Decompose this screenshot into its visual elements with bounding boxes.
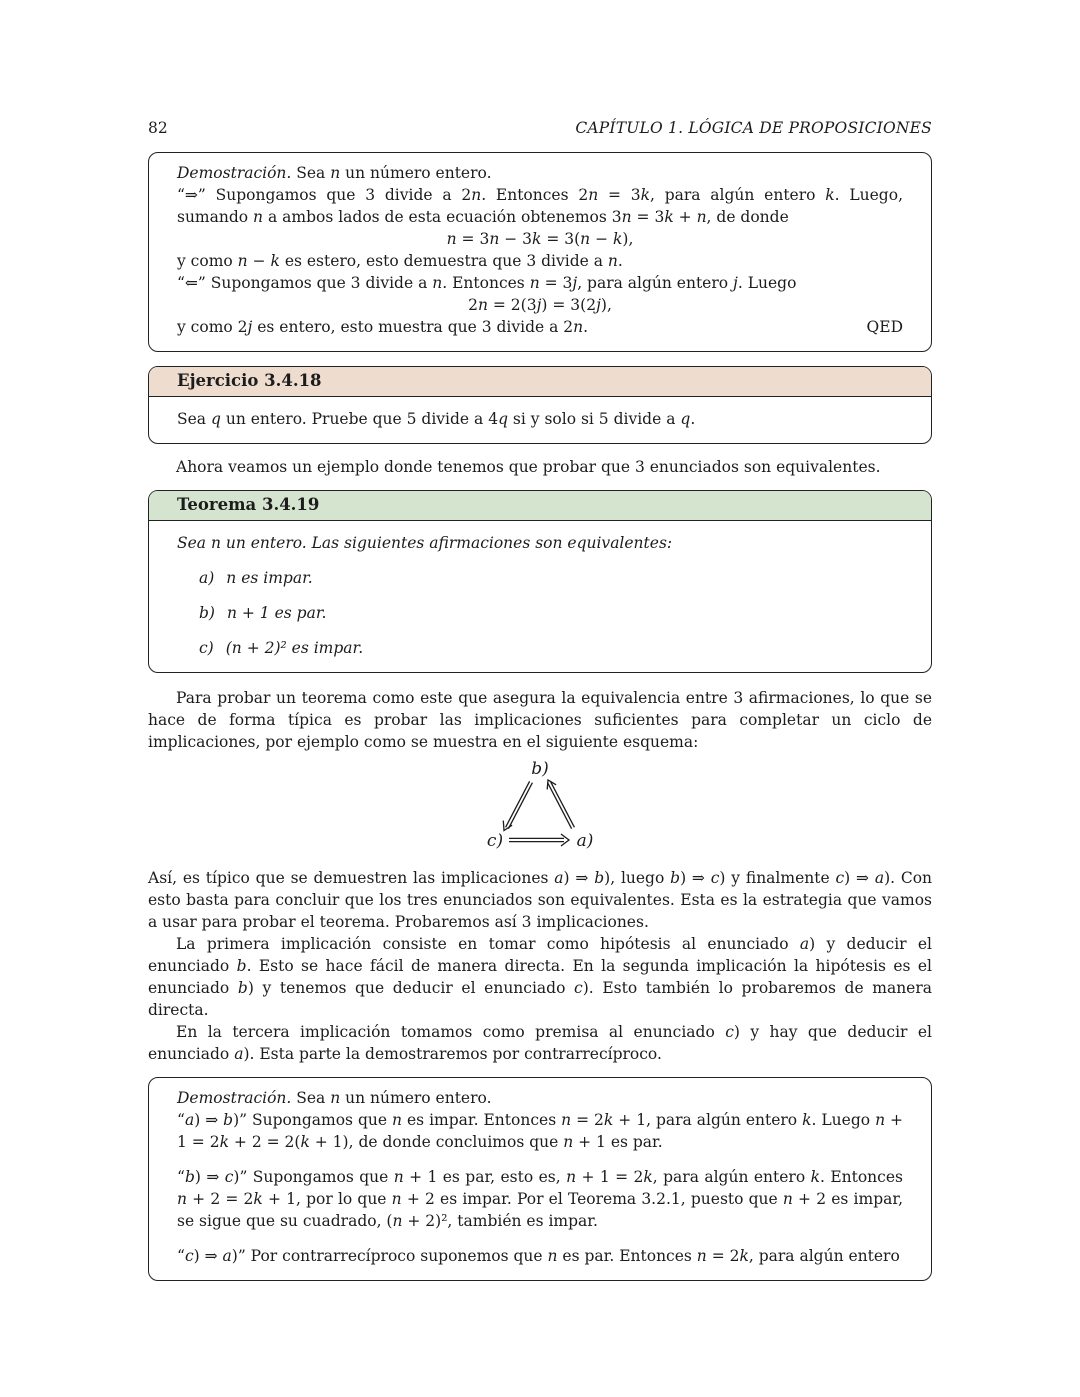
proof-line: “c) ⇒ a)” Por contrarrecíproco suponemos que n es par. Entonces n = 2k, para algún entero	[177, 1247, 900, 1265]
diagram-label-b: b)	[531, 759, 549, 779]
theorem-item-b	[177, 602, 903, 624]
item-text: n es impar.	[226, 569, 313, 587]
item-text: (n + 2)² es impar.	[225, 639, 364, 657]
theorem-title: Teorema 3.4.19	[149, 491, 931, 521]
item-text: n + 1 es par.	[226, 604, 327, 622]
proof-line: y como 2j es entero, esto muestra que 3 divide a 2n.	[177, 318, 589, 336]
proof-box-bottom	[148, 1077, 932, 1281]
implication-cycle-diagram	[148, 758, 932, 860]
proof-conclusion-row	[177, 316, 903, 338]
item-label: b)	[199, 604, 215, 622]
proof-line: y como n − k es estero, esto demuestra que 3 divide a n.	[177, 252, 623, 270]
page-header	[148, 117, 932, 139]
proof-line: “b) ⇒ c)” Supongamos que n + 1 es par, esto es, n + 1 = 2k, para algún entero k. Entonces n + 2 = 2k + 1, por lo que n + 2 es impar. Por el Teorema 3.2.1, puesto que n + 2 es impar, se sigue que su cuadrado, (n + 2)², también es impar.	[177, 1168, 904, 1230]
diagram-label-a: a)	[576, 831, 594, 851]
proof-line: “⇒” Supongamos que 3 divide a 2n. Entonces 2n = 3k, para algún entero k. Luego, sumando n a ambos lados de esta ecuación obtenemos 3n = 3k + n, de donde	[177, 186, 903, 226]
paragraph-intro: Ahora veamos un ejemplo donde tenemos que probar que 3 enunciados son equivalentes.	[176, 458, 881, 476]
cycle-triangle-svg	[455, 758, 625, 854]
display-equation: 2n = 2(3j) = 3(2j),	[468, 296, 612, 314]
proof-line: “a) ⇒ b)” Supongamos que n es impar. Entonces n = 2k + 1, para algún entero k. Luego n + 1 = 2k + 2 = 2(k + 1), de donde concluimos que n + 1 es par.	[177, 1111, 904, 1151]
theorem-item-a	[177, 567, 903, 589]
page-number: 82	[148, 119, 168, 137]
theorem-body	[149, 521, 931, 672]
proof-box-top	[148, 152, 932, 352]
diagram-label-c: c)	[486, 831, 504, 851]
proof-line: Demostración. Sea n un número entero.	[177, 1089, 492, 1107]
theorem-box	[148, 490, 932, 673]
theorem-item-c	[177, 637, 903, 659]
arrow-b-to-c	[503, 781, 532, 830]
item-label: a)	[199, 569, 215, 587]
paragraph-before-diagram: Para probar un teorema como este que asegura la equivalencia entre 3 afirmaciones, lo que se hace de forma típica es probar las implicaciones suficientes para completar un ciclo de implicaciones, por ejemplo como se muestra en el siguiente esquema:	[148, 689, 932, 751]
paragraph-first-implication: La primera implicación consiste en tomar como hipótesis al enunciado a) y deducir el enunciado b. Esto se hace fácil de manera directa. En la segunda implicación la hipótesis es el enunciado b) y tenemos que deducir el enunciado c). Esto también lo probaremos de manera directa.	[148, 935, 933, 1019]
proof-line: “⇐” Supongamos que 3 divide a n. Entonces n = 3j, para algún entero j. Luego	[177, 274, 797, 292]
proof-line: Demostración. Sea n un número entero.	[177, 164, 492, 182]
paragraph-strategy: Así, es típico que se demuestren las implicaciones a) ⇒ b), luego b) ⇒ c) y finalmente c) ⇒ a). Con esto basta para concluir que los tres enunciados son equivalentes. Esta es la estrategia que vamos a usar para probar el teorema. Probaremos así 3 implicaciones.	[148, 869, 933, 931]
display-equation: n = 3n − 3k = 3(n − k),	[446, 230, 634, 248]
paragraph-third-implication: En la tercera implicación tomamos como premisa al enunciado c) y hay que deducir el enunciado a). Esta parte la demostraremos por contrarrecíproco.	[148, 1023, 932, 1063]
qed-marker: QED	[866, 318, 903, 336]
item-label: c)	[199, 639, 214, 657]
exercise-title: Ejercicio 3.4.18	[149, 367, 931, 397]
arrow-c-to-a	[509, 834, 569, 846]
arrow-a-to-b	[547, 780, 574, 829]
theorem-intro: Sea n un entero. Las siguientes afirmaciones son equivalentes:	[177, 534, 673, 552]
exercise-box	[148, 366, 932, 444]
exercise-body: Sea q un entero. Pruebe que 5 divide a 4q si y solo si 5 divide a q.	[177, 410, 696, 428]
chapter-title: CAPÍTULO 1. LÓGICA DE PROPOSICIONES	[575, 119, 932, 137]
book-page	[148, 117, 932, 1281]
